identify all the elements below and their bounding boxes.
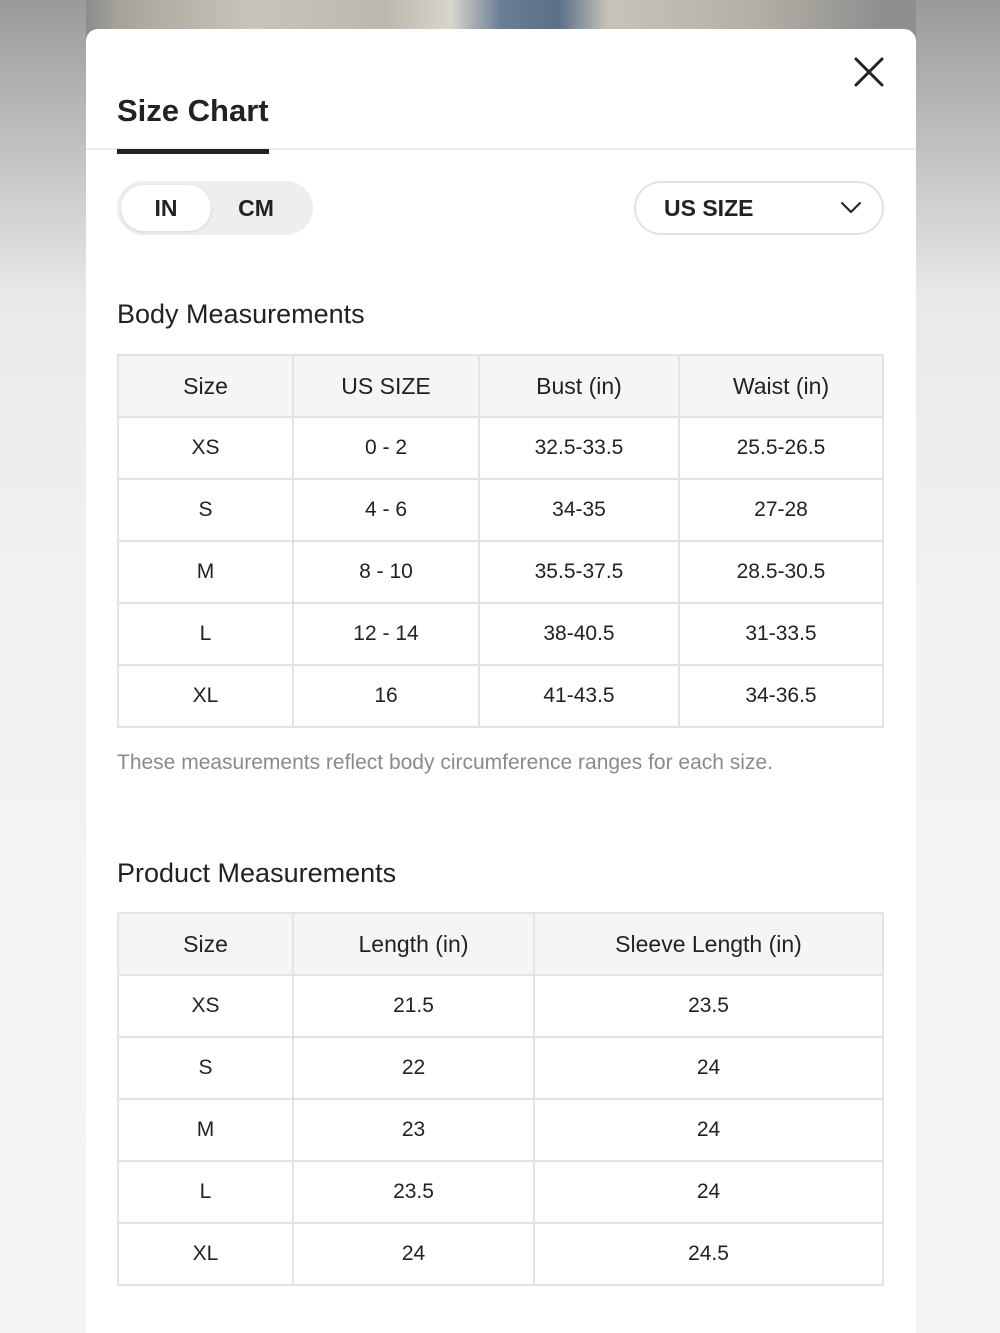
table-header-row (118, 355, 883, 417)
table-row (118, 665, 883, 727)
table-cell: XL (118, 1223, 293, 1285)
table-cell: 24 (293, 1223, 534, 1285)
table-cell: XS (118, 975, 293, 1037)
table-header-row (118, 913, 883, 975)
table-cell: 23 (293, 1099, 534, 1161)
table-row (118, 1223, 883, 1285)
table-cell: M (118, 541, 293, 603)
size-system-select[interactable] (634, 181, 884, 235)
column-header: Length (in) (293, 913, 534, 975)
tab-header (86, 29, 916, 150)
table-cell: 0 - 2 (293, 417, 479, 479)
table-cell: 41-43.5 (479, 665, 679, 727)
column-header: Size (118, 355, 293, 417)
unit-in-button[interactable]: IN (121, 185, 211, 231)
table-cell: L (118, 1161, 293, 1223)
table-row (118, 1161, 883, 1223)
column-header: Sleeve Length (in) (534, 913, 883, 975)
table-cell: 12 - 14 (293, 603, 479, 665)
table-cell: S (118, 1037, 293, 1099)
column-header: Bust (in) (479, 355, 679, 417)
product-measurements-table (117, 912, 884, 1286)
table-cell: 34-35 (479, 479, 679, 541)
table-cell: 24.5 (534, 1223, 883, 1285)
table-cell: 25.5-26.5 (679, 417, 883, 479)
table-cell: 31-33.5 (679, 603, 883, 665)
body-measurements-title: Body Measurements (117, 299, 365, 329)
table-cell: XS (118, 417, 293, 479)
table-row (118, 975, 883, 1037)
column-header: Size (118, 913, 293, 975)
table-cell: 27-28 (679, 479, 883, 541)
size-chart-modal (86, 29, 916, 1333)
table-row (118, 603, 883, 665)
tab-size-chart[interactable]: Size Chart (117, 93, 269, 154)
size-system-label: US SIZE (664, 194, 754, 221)
unit-toggle (117, 181, 313, 235)
column-header: US SIZE (293, 355, 479, 417)
table-row (118, 541, 883, 603)
table-cell: 22 (293, 1037, 534, 1099)
table-cell: 38-40.5 (479, 603, 679, 665)
unit-cm-button[interactable]: CM (211, 185, 301, 231)
table-cell: 21.5 (293, 975, 534, 1037)
table-cell: S (118, 479, 293, 541)
column-header: Waist (in) (679, 355, 883, 417)
table-cell: XL (118, 665, 293, 727)
table-cell: 8 - 10 (293, 541, 479, 603)
table-cell: 24 (534, 1099, 883, 1161)
product-measurements-title: Product Measurements (117, 858, 397, 888)
table-row (118, 1099, 883, 1161)
table-cell: 23.5 (293, 1161, 534, 1223)
table-cell: 35.5-37.5 (479, 541, 679, 603)
table-cell: 4 - 6 (293, 479, 479, 541)
table-row (118, 417, 883, 479)
table-cell: 16 (293, 665, 479, 727)
table-cell: 32.5-33.5 (479, 417, 679, 479)
table-cell: M (118, 1099, 293, 1161)
table-cell: 23.5 (534, 975, 883, 1037)
body-measurements-note: These measurements reflect body circumference ranges for each size. (117, 751, 773, 774)
table-cell: L (118, 603, 293, 665)
table-cell: 24 (534, 1161, 883, 1223)
table-cell: 34-36.5 (679, 665, 883, 727)
table-row (118, 1037, 883, 1099)
table-cell: 24 (534, 1037, 883, 1099)
body-measurements-table (117, 354, 884, 728)
table-cell: 28.5-30.5 (679, 541, 883, 603)
table-row (118, 479, 883, 541)
chevron-down-icon (840, 201, 862, 215)
